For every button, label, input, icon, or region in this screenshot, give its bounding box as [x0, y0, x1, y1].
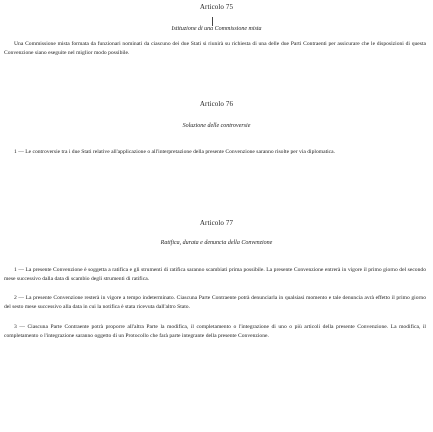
article-77-paragraph-2 [4, 294, 426, 312]
article-77-subtitle: Ratifica, durata e denuncia della Convenzione [160, 240, 273, 246]
margin-tick-mark [212, 17, 213, 26]
article-77-paragraph-2-text: 2 — La presente Convenzione resterà in vigore a tempo indeterminato. Ciascuna Parte Contraente potrà denunciarla in qualsiasi momento e tale denuncia avrà effetto il primo giorno del sesto mese successivo alla data in cui la notifica è stata ricevuta dall'altro Stato. [4, 295, 426, 310]
article-76-heading: Articolo 76 [199, 100, 234, 108]
article-77-paragraph-3 [4, 323, 426, 341]
article-75-subtitle: Istituzione di una Commissione mista [171, 26, 262, 32]
article-75-heading: Articolo 75 [199, 3, 234, 11]
article-76-subtitle: Soluzione delle controversie [182, 123, 251, 129]
article-77-paragraph-1 [4, 266, 426, 284]
article-77-paragraph-3-text: 3 — Ciascuna Parte Contraente potrà proporre all'altra Parte la modifica, il completamento o l'integrazione di uno o più articoli della presente Convenzione. La modifica, il completamento o l'integrazione saranno oggetto di un Protocollo che farà parte integrante della presente Convenzione. [4, 324, 426, 339]
article-77-paragraph-1-text: 1 — La presente Convenzione è soggetta a ratifica e gli strumenti di ratifica saranno scambiati prima possibile. La presente Convenzione entrerà in vigore il primo giorno del secondo mese successivo dalla data di scambio degli strumenti di ratifica. [4, 267, 426, 282]
article-75-text [4, 40, 426, 58]
article-77-heading: Articolo 77 [199, 219, 234, 227]
article-75-body: Una Commissione mista formata da funzionari nominati da ciascuno dei due Stati si riunirà su richiesta di una delle due Parti Contraenti per assicurare che le disposizioni di questa Convenzione siano eseguite nel miglior modo possibile. [4, 41, 426, 56]
article-76-body: 1 — Le controversie tra i due Stati relative all'applicazione o all'interpretazione della presente Convenzione saranno risolte per via diplomatica. [14, 149, 336, 155]
article-76-text [4, 148, 426, 157]
